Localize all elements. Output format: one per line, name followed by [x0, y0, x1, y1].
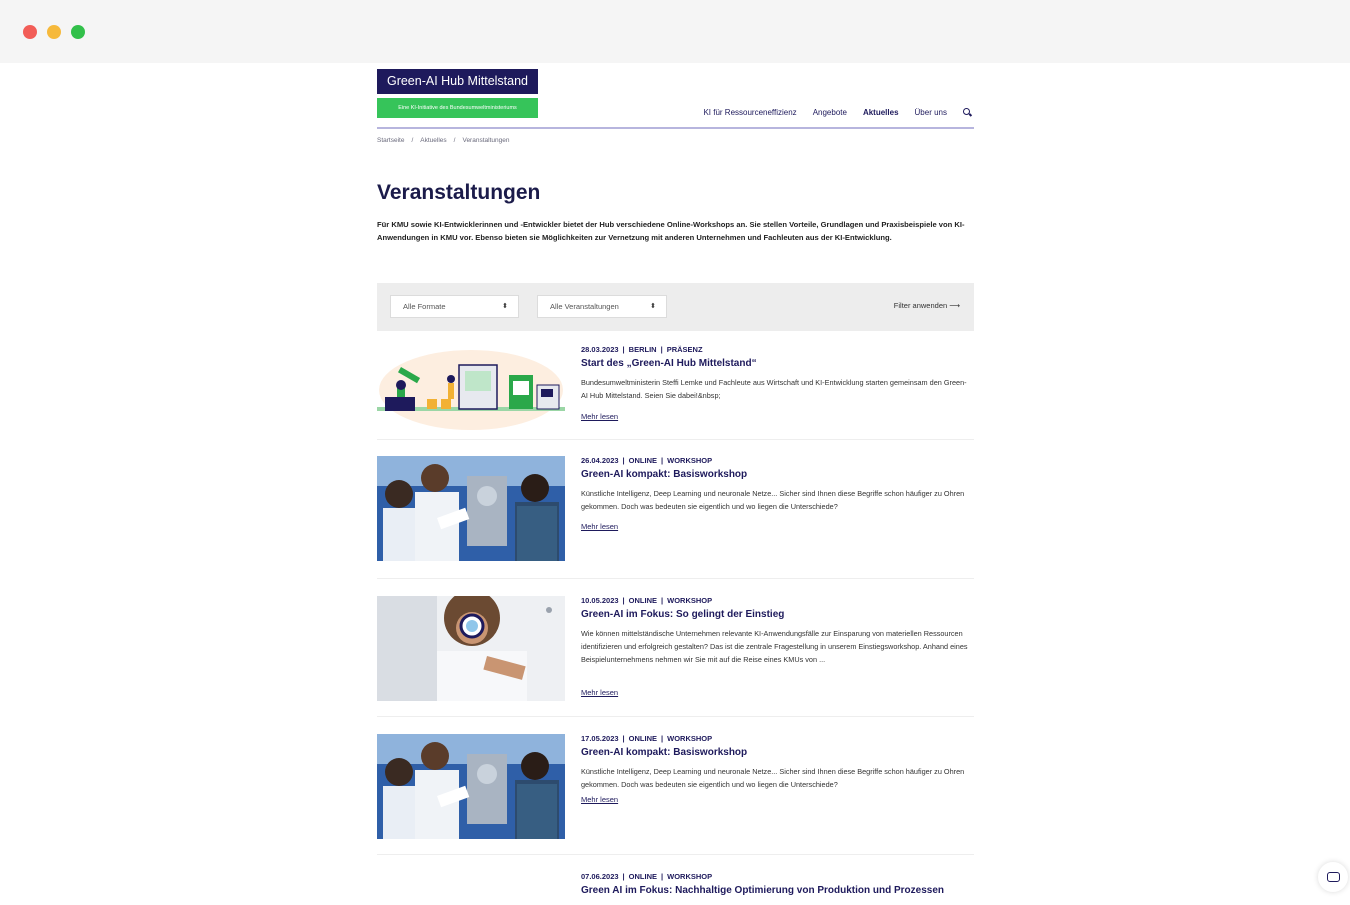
format-select-value: Alle Formate	[403, 302, 446, 311]
format-select[interactable]	[390, 295, 519, 318]
meta-separator: |	[622, 345, 625, 354]
meta-separator: |	[661, 596, 664, 605]
event-format: WORKSHOP	[667, 596, 713, 605]
page-content	[377, 63, 974, 905]
meta-separator: |	[661, 456, 664, 465]
logo-title[interactable]: Green-AI Hub Mittelstand	[377, 69, 538, 94]
event-location: BERLIN	[628, 345, 657, 354]
magnifier-lab-photo	[377, 596, 565, 701]
meta-separator: |	[661, 872, 664, 881]
meta-separator: |	[660, 345, 663, 354]
event-excerpt: Bundesumweltministerin Steffi Lemke und Fachleute aus Wirtschaft und KI-Entwicklung starten gemeinsam den Green-AI Hub Mittelstand. Seien Sie dabei!&nbsp;	[581, 378, 967, 400]
event-date: 28.03.2023	[581, 345, 619, 354]
event-date: 07.06.2023	[581, 872, 619, 881]
breadcrumb	[377, 137, 509, 144]
event-meta	[581, 345, 703, 354]
event-divider	[377, 439, 974, 440]
event-format: PRÄSENZ	[666, 345, 703, 354]
event-divider	[377, 854, 974, 855]
event-format: WORKSHOP	[667, 456, 713, 465]
nav-item-ueber-uns[interactable]: Über uns	[914, 108, 947, 117]
minimize-window-icon[interactable]	[47, 25, 61, 39]
page-intro: Für KMU sowie KI-Entwicklerinnen und -Entwickler bietet der Hub verschiedene Online-Workshops an. Sie stellen Vorteile, Grundlagen und Praxisbeispiele von KI-Anwendungen in KMU vor. Ebenso bieten sie Möglichkeiten zur Vernetzung mit anderen Unternehmen und Fachleuten aus der KI-Entwicklung.	[377, 220, 965, 242]
event-divider	[377, 716, 974, 717]
chat-button[interactable]	[1318, 862, 1348, 892]
apply-filter-button[interactable]: Filter anwenden ⟶	[893, 301, 960, 310]
event-image[interactable]	[377, 734, 565, 839]
event-title[interactable]: Start des „Green-AI Hub Mittelstand“	[581, 358, 757, 369]
event-item	[377, 596, 974, 701]
event-location: ONLINE	[628, 734, 657, 743]
event-location: ONLINE	[628, 872, 657, 881]
read-more-link[interactable]: Mehr lesen	[581, 412, 619, 421]
meta-separator: |	[622, 872, 625, 881]
event-item	[377, 872, 974, 905]
meta-separator: |	[661, 734, 664, 743]
event-item	[377, 734, 974, 839]
breadcrumb-item-aktuelles[interactable]: Aktuelles	[420, 137, 447, 144]
event-excerpt: Künstliche Intelligenz, Deep Learning und neuronale Netze... Sicher sind Ihnen diese Begriffe schon häufiger zu Ohren gekommen. Doch was bedeuten sie eigentlich und wo liegen die Unterschiede?	[581, 489, 965, 511]
read-more-link[interactable]: Mehr lesen	[581, 795, 619, 804]
close-window-icon[interactable]	[23, 25, 37, 39]
filter-bar	[377, 283, 974, 331]
event-date: 10.05.2023	[581, 596, 619, 605]
event-date: 26.04.2023	[581, 456, 619, 465]
logo-subtitle: Eine KI-Initiative des Bundesumweltministeriums	[377, 98, 538, 118]
event-image[interactable]	[377, 345, 565, 450]
event-location: ONLINE	[628, 456, 657, 465]
event-meta	[581, 872, 712, 881]
breadcrumb-item-startseite[interactable]: Startseite	[377, 137, 405, 144]
event-title[interactable]: Green-AI kompakt: Basisworkshop	[581, 747, 748, 758]
factory-illustration	[377, 345, 565, 450]
lab-team-photo	[377, 456, 565, 561]
browser-window-bar	[0, 0, 1350, 63]
page-title: Veranstaltungen	[377, 181, 541, 204]
event-excerpt: Wie können mittelständische Unternehmen relevante KI-Anwendungsfälle zur Einsparung von materiellen Ressourcen identifizieren und erfolgreich gestalten? Das ist die zentrale Fragestellung in unserem Einstiegsworkshop. Anhand eines Beispielunternehmens nehmen wir Sie mit auf die Reise eines KMUs von ...	[581, 629, 968, 664]
event-type-select[interactable]	[537, 295, 667, 318]
event-excerpt: Künstliche Intelligenz, Deep Learning und neuronale Netze... Sicher sind Ihnen diese Begriffe schon häufiger zu Ohren gekommen. Doch was bedeuten sie eigentlich und wo liegen die Unterschiede?	[581, 767, 965, 789]
maximize-window-icon[interactable]	[71, 25, 85, 39]
search-icon[interactable]	[963, 108, 972, 117]
main-nav	[703, 108, 972, 117]
event-format: WORKSHOP	[667, 872, 713, 881]
event-image[interactable]	[377, 456, 565, 561]
event-meta	[581, 456, 712, 465]
event-meta	[581, 596, 712, 605]
event-title[interactable]: Green AI im Fokus: Nachhaltige Optimierung von Produktion und Prozessen	[581, 885, 945, 896]
event-title[interactable]: Green-AI im Fokus: So gelingt der Einstieg	[581, 609, 785, 620]
read-more-link[interactable]: Mehr lesen	[581, 522, 619, 531]
event-divider	[377, 578, 974, 579]
select-arrows-icon: ⬍	[502, 303, 508, 310]
event-title[interactable]: Green-AI kompakt: Basisworkshop	[581, 469, 748, 480]
lab-team-photo	[377, 734, 565, 839]
event-type-select-value: Alle Veranstaltungen	[550, 302, 619, 311]
chat-icon	[1327, 872, 1340, 882]
breadcrumb-separator: /	[453, 137, 456, 144]
event-item	[377, 456, 974, 561]
breadcrumb-separator: /	[411, 137, 414, 144]
nav-item-ki-ressourceneffizienz[interactable]: KI für Ressourceneffizienz	[703, 108, 797, 117]
nav-divider	[377, 127, 974, 129]
event-format: WORKSHOP	[667, 734, 713, 743]
breadcrumb-item-current: Veranstaltungen	[462, 137, 510, 144]
select-arrows-icon: ⬍	[650, 303, 656, 310]
meta-separator: |	[622, 596, 625, 605]
event-item	[377, 345, 974, 450]
event-date: 17.05.2023	[581, 734, 619, 743]
nav-item-aktuelles[interactable]: Aktuelles	[862, 108, 899, 117]
meta-separator: |	[622, 456, 625, 465]
meta-separator: |	[622, 734, 625, 743]
event-image[interactable]	[377, 596, 565, 701]
event-meta	[581, 734, 712, 743]
event-location: ONLINE	[628, 596, 657, 605]
nav-item-angebote[interactable]: Angebote	[812, 108, 847, 117]
read-more-link[interactable]: Mehr lesen	[581, 688, 619, 697]
